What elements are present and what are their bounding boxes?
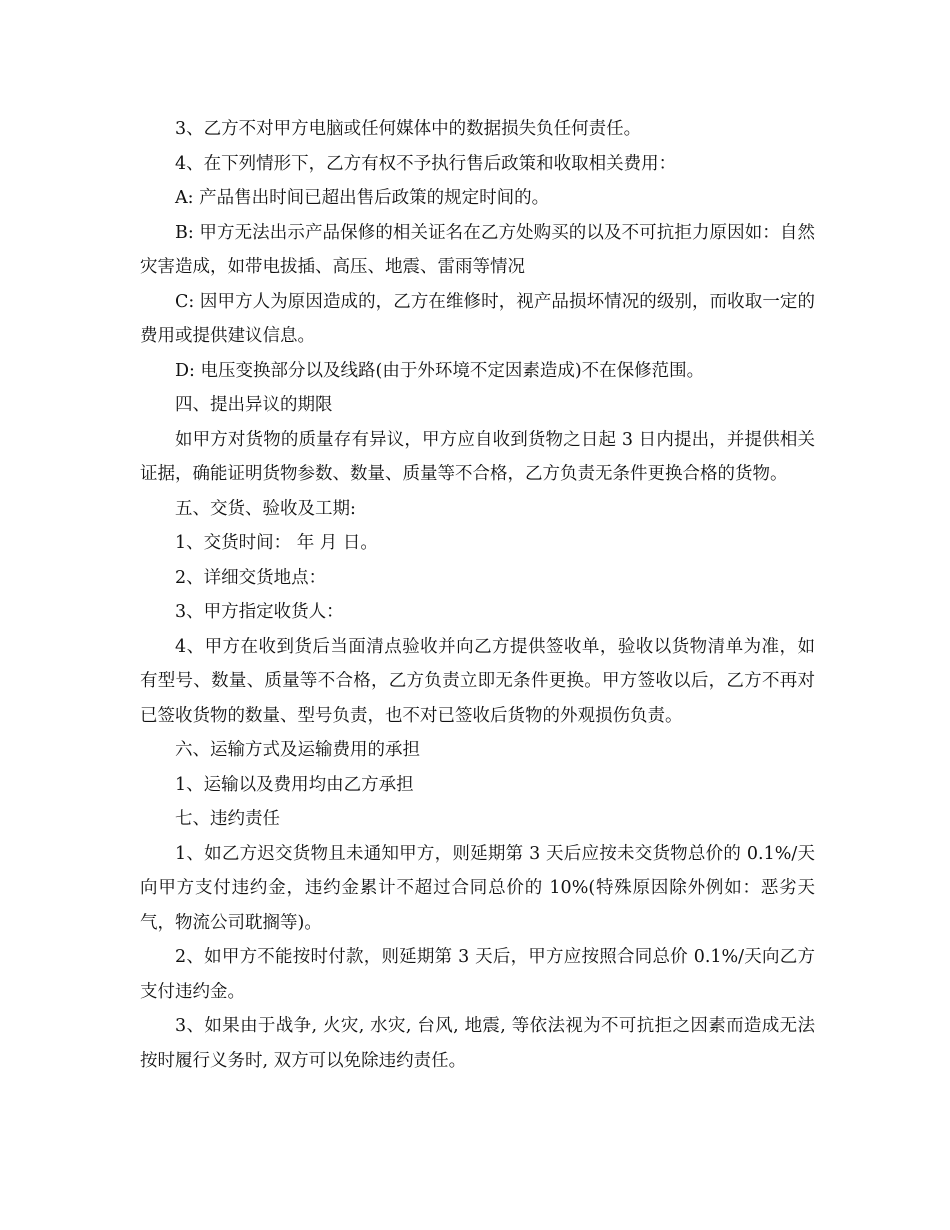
section-heading-objection-period: 四、提出异议的期限 bbox=[175, 395, 333, 415]
paragraph-item-a: A: 产品售出时间已超出售后政策的规定时间的。 bbox=[175, 188, 550, 208]
paragraph-delivery-time: 1、交货时间： 年 月 日。 bbox=[175, 533, 378, 553]
paragraph-liability-1: 1、如乙方迟交货物且未通知甲方，则延期第 3 天后应按未交货物总价的 0.1%/天向甲方支付违约金，违约金累计不超过合同总价的 10%(特殊原因除外例如：恶劣天气，物流公司耽搁等)。 bbox=[140, 843, 815, 933]
document-body bbox=[140, 112, 815, 1078]
paragraph-transport-cost: 1、运输以及费用均由乙方承担 bbox=[175, 774, 414, 795]
paragraph-delivery-location: 2、详细交货地点： bbox=[175, 567, 327, 588]
paragraph-clause-4: 4、在下列情形下，乙方有权不予执行售后政策和收取相关费用： bbox=[175, 153, 677, 174]
paragraph-item-b: B: 甲方无法出示产品保修的相关证名在乙方处购买的以及不可抗拒力原因如：自然灾害造成，如带电拔插、高压、地震、雷雨等情况 bbox=[140, 222, 815, 277]
paragraph-liability-2: 2、如甲方不能按时付款，则延期第 3 天后，甲方应按照合同总价 0.1%/天向乙方支付违约金。 bbox=[140, 947, 815, 1002]
paragraph-item-c: C: 因甲方人为原因造成的，乙方在维修时，视产品损坏情况的级别，而收取一定的费用或提供建议信息。 bbox=[140, 291, 815, 346]
paragraph-objection: 如甲方对货物的质量存有异议，甲方应自收到货物之日起 3 日内提出，并提供相关证据，确能证明货物参数、数量、质量等不合格，乙方负责无条件更换合格的货物。 bbox=[140, 429, 815, 484]
paragraph-liability-3: 3、如果由于战争, 火灾, 水灾, 台风, 地震, 等依法视为不可抗拒之因素而造成无法按时履行义务时, 双方可以免除违约责任。 bbox=[140, 1016, 815, 1071]
section-heading-delivery: 五、交货、验收及工期: bbox=[175, 498, 356, 519]
paragraph-item-d: D: 电压变换部分以及线路(由于外环境不定因素造成)不在保修范围。 bbox=[175, 360, 705, 381]
paragraph-consignee: 3、甲方指定收货人： bbox=[175, 602, 344, 622]
paragraph-acceptance: 4、甲方在收到货后当面清点验收并向乙方提供签收单，验收以货物清单为准，如有型号、数量、质量等不合格，乙方负责立即无条件更换。甲方签收以后，乙方不再对已签收货物的数量、型号负责，也不对已签收后货物的外观损伤负责。 bbox=[140, 636, 815, 726]
section-heading-transport: 六、运输方式及运输费用的承担 bbox=[175, 740, 420, 760]
paragraph-clause-3: 3、乙方不对甲方电脑或任何媒体中的数据损失负任何责任。 bbox=[175, 119, 642, 139]
section-heading-liability: 七、违约责任 bbox=[175, 809, 280, 829]
